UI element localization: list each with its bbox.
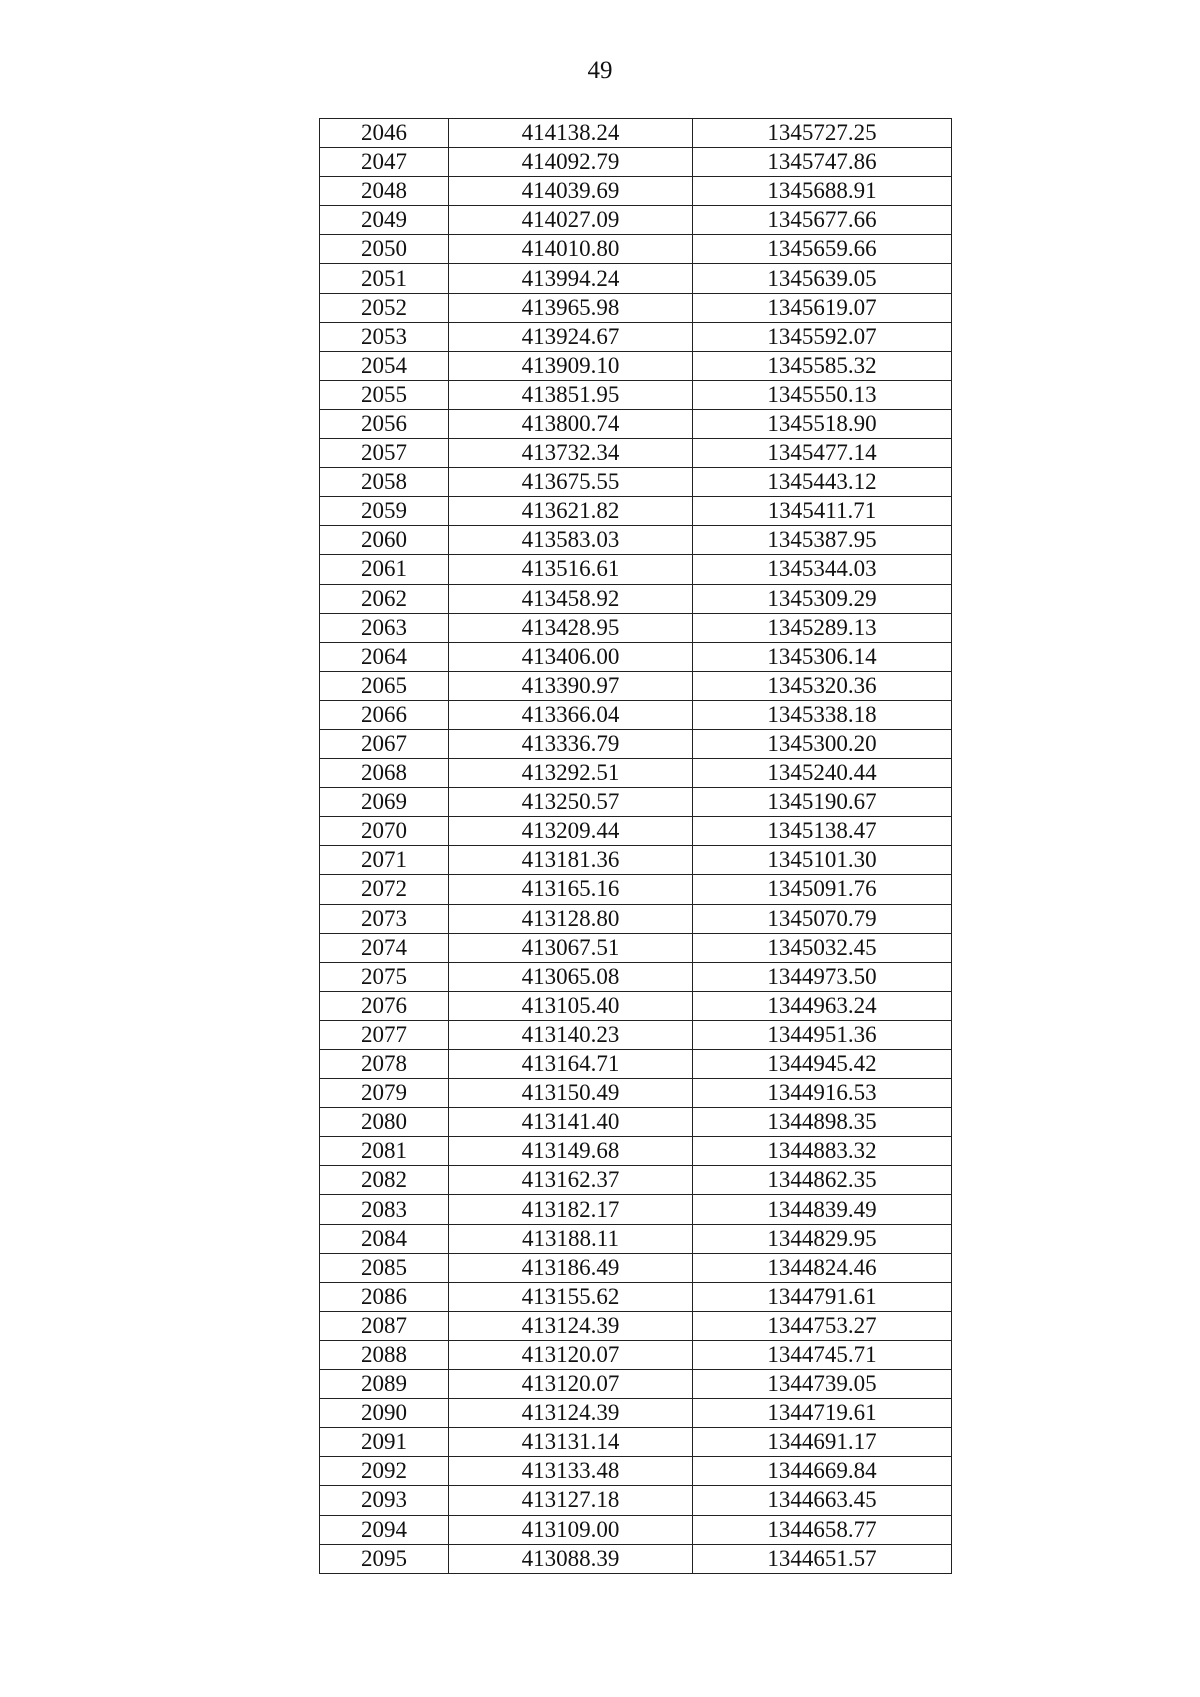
y-coordinate-cell: 1344829.95 — [693, 1224, 952, 1253]
x-coordinate-cell: 414027.09 — [449, 206, 693, 235]
table-row — [320, 1137, 952, 1166]
y-coordinate-cell: 1345477.14 — [693, 439, 952, 468]
point-number-cell: 2064 — [320, 642, 449, 671]
y-coordinate-cell: 1344898.35 — [693, 1108, 952, 1137]
y-coordinate-cell: 1345309.29 — [693, 584, 952, 613]
point-number-cell: 2062 — [320, 584, 449, 613]
table-row — [320, 1224, 952, 1253]
y-coordinate-cell: 1344916.53 — [693, 1079, 952, 1108]
table-row — [320, 1108, 952, 1137]
y-coordinate-cell: 1344739.05 — [693, 1370, 952, 1399]
x-coordinate-cell: 413120.07 — [449, 1370, 693, 1399]
y-coordinate-cell: 1345550.13 — [693, 380, 952, 409]
point-number-cell: 2079 — [320, 1079, 449, 1108]
x-coordinate-cell: 413732.34 — [449, 439, 693, 468]
x-coordinate-cell: 413127.18 — [449, 1486, 693, 1515]
y-coordinate-cell: 1344691.17 — [693, 1428, 952, 1457]
table-row — [320, 1253, 952, 1282]
x-coordinate-cell: 413088.39 — [449, 1544, 693, 1573]
x-coordinate-cell: 413390.97 — [449, 671, 693, 700]
point-number-cell: 2080 — [320, 1108, 449, 1137]
point-number-cell: 2051 — [320, 264, 449, 293]
y-coordinate-cell: 1344658.77 — [693, 1515, 952, 1544]
x-coordinate-cell: 413162.37 — [449, 1166, 693, 1195]
coordinates-table — [319, 118, 952, 1574]
y-coordinate-cell: 1345300.20 — [693, 729, 952, 758]
table-row — [320, 264, 952, 293]
point-number-cell: 2052 — [320, 293, 449, 322]
table-row — [320, 409, 952, 438]
table-row — [320, 1311, 952, 1340]
coordinates-table-body — [320, 119, 952, 1574]
y-coordinate-cell: 1345091.76 — [693, 875, 952, 904]
table-row — [320, 555, 952, 584]
x-coordinate-cell: 413994.24 — [449, 264, 693, 293]
x-coordinate-cell: 413164.71 — [449, 1050, 693, 1079]
x-coordinate-cell: 413186.49 — [449, 1253, 693, 1282]
table-row — [320, 526, 952, 555]
x-coordinate-cell: 413909.10 — [449, 351, 693, 380]
y-coordinate-cell: 1344719.61 — [693, 1399, 952, 1428]
table-row — [320, 1020, 952, 1049]
point-number-cell: 2076 — [320, 991, 449, 1020]
x-coordinate-cell: 413851.95 — [449, 380, 693, 409]
table-row — [320, 1370, 952, 1399]
x-coordinate-cell: 413250.57 — [449, 788, 693, 817]
table-row — [320, 439, 952, 468]
table-row — [320, 788, 952, 817]
x-coordinate-cell: 414138.24 — [449, 119, 693, 148]
x-coordinate-cell: 413182.17 — [449, 1195, 693, 1224]
x-coordinate-cell: 413583.03 — [449, 526, 693, 555]
table-row — [320, 206, 952, 235]
x-coordinate-cell: 413140.23 — [449, 1020, 693, 1049]
y-coordinate-cell: 1345443.12 — [693, 468, 952, 497]
x-coordinate-cell: 413924.67 — [449, 322, 693, 351]
point-number-cell: 2074 — [320, 933, 449, 962]
x-coordinate-cell: 413366.04 — [449, 700, 693, 729]
y-coordinate-cell: 1344883.32 — [693, 1137, 952, 1166]
y-coordinate-cell: 1344951.36 — [693, 1020, 952, 1049]
point-number-cell: 2050 — [320, 235, 449, 264]
point-number-cell: 2061 — [320, 555, 449, 584]
y-coordinate-cell: 1345138.47 — [693, 817, 952, 846]
x-coordinate-cell: 413181.36 — [449, 846, 693, 875]
x-coordinate-cell: 413128.80 — [449, 904, 693, 933]
table-row — [320, 322, 952, 351]
point-number-cell: 2094 — [320, 1515, 449, 1544]
y-coordinate-cell: 1345070.79 — [693, 904, 952, 933]
x-coordinate-cell: 413141.40 — [449, 1108, 693, 1137]
y-coordinate-cell: 1344753.27 — [693, 1311, 952, 1340]
table-row — [320, 1515, 952, 1544]
point-number-cell: 2082 — [320, 1166, 449, 1195]
x-coordinate-cell: 413131.14 — [449, 1428, 693, 1457]
table-row — [320, 1166, 952, 1195]
y-coordinate-cell: 1344663.45 — [693, 1486, 952, 1515]
table-row — [320, 875, 952, 904]
table-row — [320, 380, 952, 409]
y-coordinate-cell: 1345727.25 — [693, 119, 952, 148]
page-number: 49 — [587, 57, 613, 84]
y-coordinate-cell: 1345411.71 — [693, 497, 952, 526]
table-row — [320, 846, 952, 875]
table-row — [320, 613, 952, 642]
y-coordinate-cell: 1345190.67 — [693, 788, 952, 817]
point-number-cell: 2073 — [320, 904, 449, 933]
point-number-cell: 2056 — [320, 409, 449, 438]
x-coordinate-cell: 413124.39 — [449, 1399, 693, 1428]
x-coordinate-cell: 413149.68 — [449, 1137, 693, 1166]
table-row — [320, 642, 952, 671]
table-row — [320, 1486, 952, 1515]
point-number-cell: 2093 — [320, 1486, 449, 1515]
point-number-cell: 2053 — [320, 322, 449, 351]
x-coordinate-cell: 413516.61 — [449, 555, 693, 584]
y-coordinate-cell: 1344862.35 — [693, 1166, 952, 1195]
point-number-cell: 2075 — [320, 962, 449, 991]
x-coordinate-cell: 413105.40 — [449, 991, 693, 1020]
table-row — [320, 1195, 952, 1224]
x-coordinate-cell: 413458.92 — [449, 584, 693, 613]
y-coordinate-cell: 1344651.57 — [693, 1544, 952, 1573]
y-coordinate-cell: 1345619.07 — [693, 293, 952, 322]
x-coordinate-cell: 413428.95 — [449, 613, 693, 642]
x-coordinate-cell: 413188.11 — [449, 1224, 693, 1253]
y-coordinate-cell: 1345677.66 — [693, 206, 952, 235]
table-row — [320, 759, 952, 788]
x-coordinate-cell: 414039.69 — [449, 177, 693, 206]
table-row — [320, 962, 952, 991]
y-coordinate-cell: 1344745.71 — [693, 1340, 952, 1369]
point-number-cell: 2055 — [320, 380, 449, 409]
point-number-cell: 2065 — [320, 671, 449, 700]
point-number-cell: 2091 — [320, 1428, 449, 1457]
y-coordinate-cell: 1345659.66 — [693, 235, 952, 264]
y-coordinate-cell: 1345289.13 — [693, 613, 952, 642]
point-number-cell: 2066 — [320, 700, 449, 729]
table-row — [320, 293, 952, 322]
table-row — [320, 991, 952, 1020]
y-coordinate-cell: 1345320.36 — [693, 671, 952, 700]
table-row — [320, 1399, 952, 1428]
table-row — [320, 177, 952, 206]
table-row — [320, 351, 952, 380]
table-row — [320, 933, 952, 962]
x-coordinate-cell: 413800.74 — [449, 409, 693, 438]
x-coordinate-cell: 413133.48 — [449, 1457, 693, 1486]
y-coordinate-cell: 1344945.42 — [693, 1050, 952, 1079]
point-number-cell: 2063 — [320, 613, 449, 642]
point-number-cell: 2086 — [320, 1282, 449, 1311]
y-coordinate-cell: 1345338.18 — [693, 700, 952, 729]
point-number-cell: 2070 — [320, 817, 449, 846]
y-coordinate-cell: 1344669.84 — [693, 1457, 952, 1486]
x-coordinate-cell: 413965.98 — [449, 293, 693, 322]
x-coordinate-cell: 413336.79 — [449, 729, 693, 758]
y-coordinate-cell: 1345240.44 — [693, 759, 952, 788]
y-coordinate-cell: 1345747.86 — [693, 148, 952, 177]
point-number-cell: 2083 — [320, 1195, 449, 1224]
point-number-cell: 2069 — [320, 788, 449, 817]
y-coordinate-cell: 1345101.30 — [693, 846, 952, 875]
table-row — [320, 235, 952, 264]
point-number-cell: 2071 — [320, 846, 449, 875]
x-coordinate-cell: 413406.00 — [449, 642, 693, 671]
point-number-cell: 2058 — [320, 468, 449, 497]
x-coordinate-cell: 413120.07 — [449, 1340, 693, 1369]
y-coordinate-cell: 1345592.07 — [693, 322, 952, 351]
table-row — [320, 1050, 952, 1079]
table-row — [320, 1282, 952, 1311]
x-coordinate-cell: 413109.00 — [449, 1515, 693, 1544]
table-row — [320, 584, 952, 613]
point-number-cell: 2090 — [320, 1399, 449, 1428]
y-coordinate-cell: 1345518.90 — [693, 409, 952, 438]
y-coordinate-cell: 1345306.14 — [693, 642, 952, 671]
x-coordinate-cell: 413165.16 — [449, 875, 693, 904]
point-number-cell: 2087 — [320, 1311, 449, 1340]
x-coordinate-cell: 414092.79 — [449, 148, 693, 177]
y-coordinate-cell: 1345387.95 — [693, 526, 952, 555]
point-number-cell: 2059 — [320, 497, 449, 526]
x-coordinate-cell: 414010.80 — [449, 235, 693, 264]
point-number-cell: 2081 — [320, 1137, 449, 1166]
y-coordinate-cell: 1344963.24 — [693, 991, 952, 1020]
point-number-cell: 2084 — [320, 1224, 449, 1253]
point-number-cell: 2095 — [320, 1544, 449, 1573]
table-row — [320, 1457, 952, 1486]
point-number-cell: 2046 — [320, 119, 449, 148]
point-number-cell: 2088 — [320, 1340, 449, 1369]
table-row — [320, 817, 952, 846]
y-coordinate-cell: 1344791.61 — [693, 1282, 952, 1311]
table-row — [320, 1079, 952, 1108]
x-coordinate-cell: 413209.44 — [449, 817, 693, 846]
y-coordinate-cell: 1344973.50 — [693, 962, 952, 991]
x-coordinate-cell: 413124.39 — [449, 1311, 693, 1340]
point-number-cell: 2068 — [320, 759, 449, 788]
table-row — [320, 729, 952, 758]
y-coordinate-cell: 1345032.45 — [693, 933, 952, 962]
x-coordinate-cell: 413621.82 — [449, 497, 693, 526]
table-row — [320, 119, 952, 148]
x-coordinate-cell: 413150.49 — [449, 1079, 693, 1108]
x-coordinate-cell: 413292.51 — [449, 759, 693, 788]
x-coordinate-cell: 413675.55 — [449, 468, 693, 497]
point-number-cell: 2078 — [320, 1050, 449, 1079]
point-number-cell: 2092 — [320, 1457, 449, 1486]
table-row — [320, 497, 952, 526]
table-row — [320, 1544, 952, 1573]
table-row — [320, 700, 952, 729]
table-row — [320, 671, 952, 700]
y-coordinate-cell: 1345688.91 — [693, 177, 952, 206]
point-number-cell: 2049 — [320, 206, 449, 235]
y-coordinate-cell: 1345585.32 — [693, 351, 952, 380]
x-coordinate-cell: 413067.51 — [449, 933, 693, 962]
point-number-cell: 2060 — [320, 526, 449, 555]
x-coordinate-cell: 413065.08 — [449, 962, 693, 991]
point-number-cell: 2048 — [320, 177, 449, 206]
point-number-cell: 2057 — [320, 439, 449, 468]
point-number-cell: 2077 — [320, 1020, 449, 1049]
point-number-cell: 2089 — [320, 1370, 449, 1399]
y-coordinate-cell: 1345639.05 — [693, 264, 952, 293]
table-row — [320, 904, 952, 933]
point-number-cell: 2067 — [320, 729, 449, 758]
point-number-cell: 2085 — [320, 1253, 449, 1282]
table-row — [320, 1428, 952, 1457]
point-number-cell: 2072 — [320, 875, 449, 904]
point-number-cell: 2047 — [320, 148, 449, 177]
y-coordinate-cell: 1345344.03 — [693, 555, 952, 584]
y-coordinate-cell: 1344824.46 — [693, 1253, 952, 1282]
table-row — [320, 148, 952, 177]
x-coordinate-cell: 413155.62 — [449, 1282, 693, 1311]
point-number-cell: 2054 — [320, 351, 449, 380]
table-row — [320, 1340, 952, 1369]
table-row — [320, 468, 952, 497]
y-coordinate-cell: 1344839.49 — [693, 1195, 952, 1224]
